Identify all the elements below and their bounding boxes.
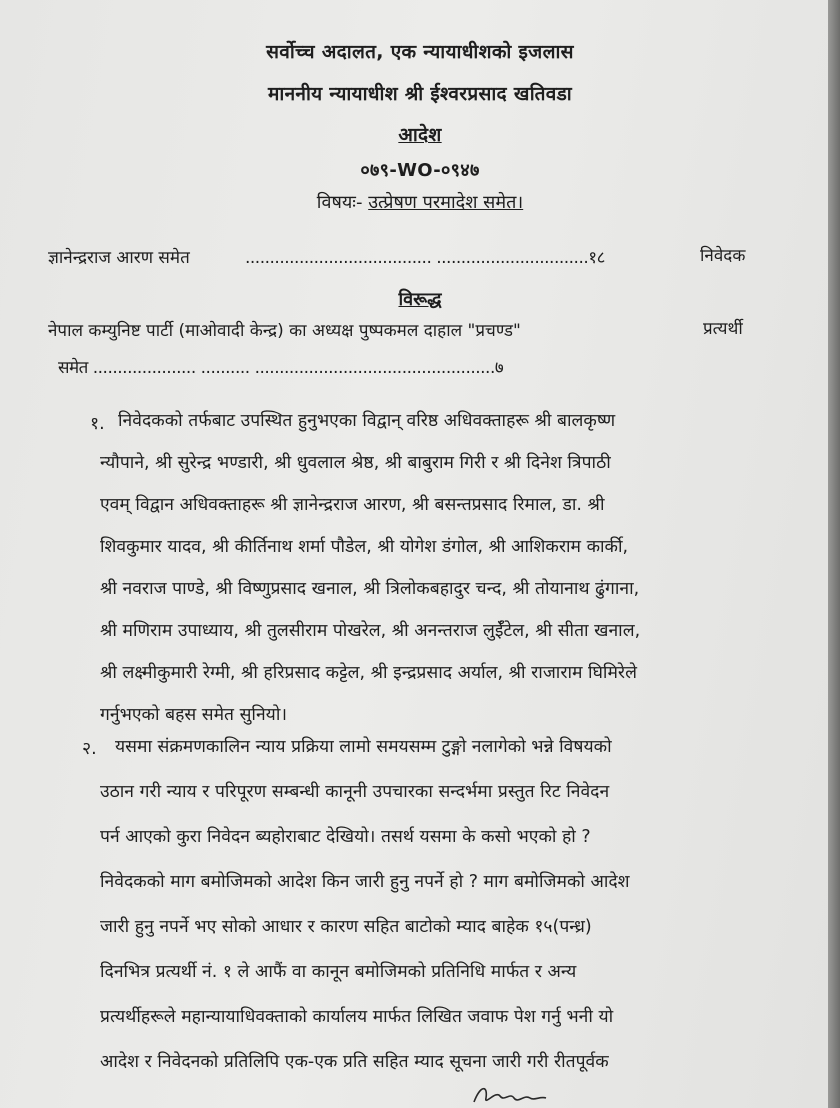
subject-label: विषयः-: [316, 192, 363, 213]
paragraph-2-line: पर्न आएको कुरा निवेदन ब्यहोराबाट देखियो। तसर्थ यसमा के कसो भएको हो ?: [100, 827, 591, 847]
paragraph-1: [118, 400, 798, 442]
subject-text: उत्प्रेषण परमादेश समेत।: [368, 192, 524, 213]
versus-text: विरूद्ध: [398, 289, 442, 310]
paragraph-1-line: न्यौपाने, श्री सुरेन्द्र भण्डारी, श्री धुवलाल श्रेष्ठ, श्री बाबुराम गिरी र श्री दिनेश त्रिपाठी: [100, 453, 611, 473]
court-title: सर्वोच्च अदालत, एक न्यायाधीशको इजलास: [266, 41, 574, 63]
paragraph-1-line: गर्नुभएको बहस समेत सुनियो।: [100, 705, 287, 725]
paragraph-1-line: शिवकुमार यादव, श्री कीर्तिनाथ शर्मा पौडेल, श्री योगेश डंगोल, श्री आशिकराम कार्की,: [100, 537, 629, 557]
paragraph-1-line: श्री लक्ष्मीकुमारी रेग्मी, श्री हरिप्रसाद कट्टेल, श्री इन्द्रप्रसाद अर्याल, श्री राजाराम घिमिरेले: [100, 663, 637, 683]
paragraph-2-number: २.: [82, 739, 97, 759]
paragraph-1-line: श्री मणिराम उपाध्याय, श्री तुलसीराम पोखरेल, श्री अनन्तराज लुईँटेल, श्री सीता खनाल,: [100, 621, 641, 641]
respondent-line-2: समेत ..................... .......... .................................................७: [58, 358, 504, 378]
paragraph-1-body: [100, 442, 800, 736]
respondent-role: प्रत्यर्थी: [703, 319, 743, 339]
paragraph-2-line: उठान गरी न्याय र परिपूरण सम्बन्धी कानूनी उपचारका सन्दर्भमा प्रस्तुत रिट निवेदन: [100, 782, 610, 802]
paragraph-2: [115, 725, 805, 770]
subject-line: [0, 190, 840, 214]
judge-name: माननीय न्यायाधीश श्री ईश्वरप्रसाद खतिवडा: [267, 83, 572, 105]
petitioner-role: निवेदक: [700, 246, 746, 266]
doc-type-text: आदेश: [398, 124, 442, 146]
petitioner-name: ज्ञानेन्द्रराज आरण समेत: [48, 248, 190, 268]
paragraph-2-line: दिनभित्र प्रत्यर्थी नं. १ ले आफैं वा कानून बमोजिमको प्रतिनिधि मार्फत र अन्य: [100, 962, 577, 982]
paragraph-2-line: आदेश र निवेदनको प्रतिलिपि एक-एक प्रति सहित म्याद सूचना जारी गरी रीतपूर्वक: [100, 1052, 609, 1072]
paragraph-2-line: निवेदकको माग बमोजिमको आदेश किन जारी हुनु नपर्ने हो ? माग बमोजिमको आदेश: [100, 872, 630, 892]
paragraph-2-line: जारी हुनु नपर्ने भए सोको आधार र कारण सहित बाटोको म्याद बाहेक १५(पन्ध्र): [100, 917, 592, 937]
petitioner-dots: ...................................... ...............................१८: [245, 248, 605, 268]
paragraph-1-line: निवेदकको तर्फबाट उपस्थित हुनुभएका विद्वान् वरिष्ठ अधिवक्ताहरू श्री बालकृष्ण: [118, 411, 616, 431]
paragraph-2-line: प्रत्यर्थीहरूले महान्यायाधिवक्ताको कार्यालय मार्फत लिखित जवाफ पेश गर्नु भनी यो: [100, 1007, 614, 1027]
paragraph-1-line: श्री नवराज पाण्डे, श्री विष्णुप्रसाद खनाल, श्री त्रिलोकबहादुर चन्द, श्री तोयानाथ ढुंगाना,: [100, 579, 640, 599]
case-number: ०७९-WO-०९४७: [360, 160, 480, 181]
respondent-line-1: नेपाल कम्युनिष्ट पार्टी (माओवादी केन्द्र) का अध्यक्ष पुष्पकमल दाहाल "प्रचण्ड": [48, 321, 521, 341]
versus-heading: [0, 287, 840, 311]
paragraph-2-body: [100, 770, 828, 1085]
signature-scribble: [470, 1080, 550, 1108]
paragraph-1-number: १.: [90, 414, 105, 434]
paragraph-2-line: यसमा संक्रमणकालिन न्याय प्रक्रिया लामो समयसम्म टुङ्गो नलागेको भन्ने विषयको: [115, 737, 612, 757]
doc-type-heading: [0, 121, 840, 147]
paragraph-1-line: एवम् विद्वान अधिवक्ताहरू श्री ज्ञानेन्द्रराज आरण, श्री बसन्तप्रसाद रिमाल, डा. श्री: [100, 495, 605, 515]
